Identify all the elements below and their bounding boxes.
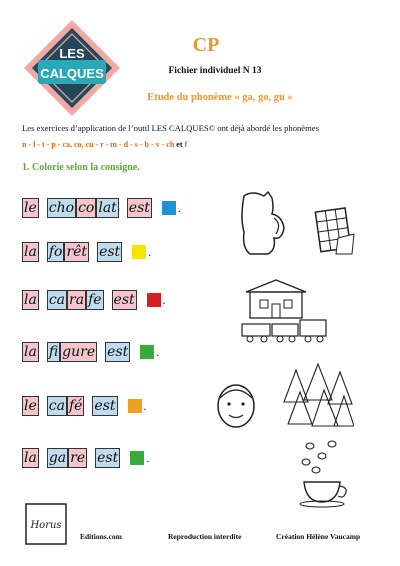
sentence-word: [47, 342, 97, 362]
syllable-box[interactable]: ga: [48, 450, 67, 466]
study-heading: Etude du phonème « ga, go, gu »: [147, 92, 293, 103]
color-swatch: [128, 399, 142, 413]
syllable-box[interactable]: fe: [88, 292, 102, 308]
phoneme-and: et: [176, 140, 183, 149]
color-swatch: [130, 451, 144, 465]
sentence-period: .: [143, 398, 147, 413]
sentence-period: .: [177, 200, 181, 215]
sentence-word: [97, 242, 122, 262]
train-station-icon: [238, 278, 334, 344]
coffee-cup-icon: [292, 438, 356, 508]
syllable-box[interactable]: est: [128, 200, 150, 216]
sentence-word: [22, 242, 39, 262]
exercise-title: 1. Colorie selon la consigne.: [22, 162, 140, 173]
sentence-row: [22, 448, 149, 468]
syllable-box[interactable]: la: [24, 292, 37, 308]
footer-rights: Reproduction interdite: [168, 532, 242, 541]
sentence-word: [112, 290, 137, 310]
les-calques-logo: [22, 18, 122, 118]
syllable-box[interactable]: la: [24, 450, 37, 466]
sentence-period: .: [156, 344, 160, 359]
syllable-box[interactable]: gure: [62, 344, 96, 360]
sentence-word: [47, 242, 89, 262]
sentence-word: [92, 396, 117, 416]
syllable-box[interactable]: est: [113, 292, 135, 308]
syllable-box[interactable]: rêt: [66, 244, 88, 260]
syllable-box[interactable]: est: [97, 450, 119, 466]
syllable-box[interactable]: est: [99, 244, 121, 260]
syllable-box[interactable]: la: [24, 344, 37, 360]
sentence-row: [22, 342, 159, 362]
syllable-box[interactable]: cho: [48, 200, 75, 216]
color-swatch: [147, 293, 161, 307]
syllable-box[interactable]: est: [107, 344, 129, 360]
sentence-word: [105, 342, 130, 362]
sentence-word: [47, 448, 87, 468]
sentence-period: .: [148, 244, 152, 259]
sentence-word: [127, 198, 152, 218]
sentence-word: [22, 198, 39, 218]
sentence-word: [47, 290, 104, 310]
logo-line1: LES: [59, 46, 85, 61]
chocolate-icon: [312, 204, 356, 256]
syllable-box[interactable]: fi: [48, 344, 59, 360]
syllable-box[interactable]: re: [70, 450, 86, 466]
syllable-box[interactable]: lat: [98, 200, 117, 216]
logo-line2: CALQUES: [40, 66, 104, 81]
jug-icon: [232, 188, 292, 258]
sentence-word: [47, 198, 119, 218]
syllable-box[interactable]: est: [94, 398, 116, 414]
color-swatch: [140, 345, 154, 359]
sentence-word: [95, 448, 120, 468]
face-icon: [214, 382, 258, 430]
syllable-box[interactable]: fé: [68, 398, 83, 414]
syllable-box[interactable]: co: [78, 200, 95, 216]
sentence-word: [22, 342, 39, 362]
sentence-word: [22, 448, 39, 468]
sentence-word: [47, 396, 85, 416]
syllable-box[interactable]: ca: [48, 292, 66, 308]
syllable-box[interactable]: le: [24, 200, 37, 216]
intro-text: Les exercices d’application de l’outil LES CALQUES© ont déjà abordé les phonèmes: [22, 123, 319, 133]
syllable-box[interactable]: fo: [48, 244, 63, 260]
syllable-box[interactable]: le: [24, 398, 37, 414]
phoneme-list: [22, 140, 187, 149]
sentence-row: [22, 242, 151, 262]
color-swatch: [132, 245, 146, 259]
sentence-row: [22, 198, 181, 218]
footer-credit: Création Hélène Vaucamp: [276, 532, 361, 541]
forest-icon: [282, 362, 354, 430]
phoneme-items: n - l - t - p - ca, co, cu - r - m - d - s - b - v - ch: [22, 140, 175, 149]
footer-editions: Editions.com: [80, 532, 122, 541]
page-title: CP: [192, 34, 220, 56]
phoneme-last: f: [184, 140, 188, 149]
sentence-row: [22, 396, 147, 416]
sentence-word: [22, 396, 39, 416]
color-swatch: [162, 201, 176, 215]
horus-logo: [24, 502, 68, 546]
sentence-row: [22, 290, 166, 310]
syllable-box[interactable]: ra: [69, 292, 85, 308]
file-subtitle: Fichier individuel N 13: [168, 66, 262, 76]
sentence-word: [22, 290, 39, 310]
syllable-box[interactable]: ca: [48, 398, 65, 414]
syllable-box[interactable]: la: [24, 244, 37, 260]
horus-logo-text: Horus: [30, 520, 62, 531]
sentence-period: .: [146, 450, 150, 465]
sentence-period: .: [162, 292, 166, 307]
